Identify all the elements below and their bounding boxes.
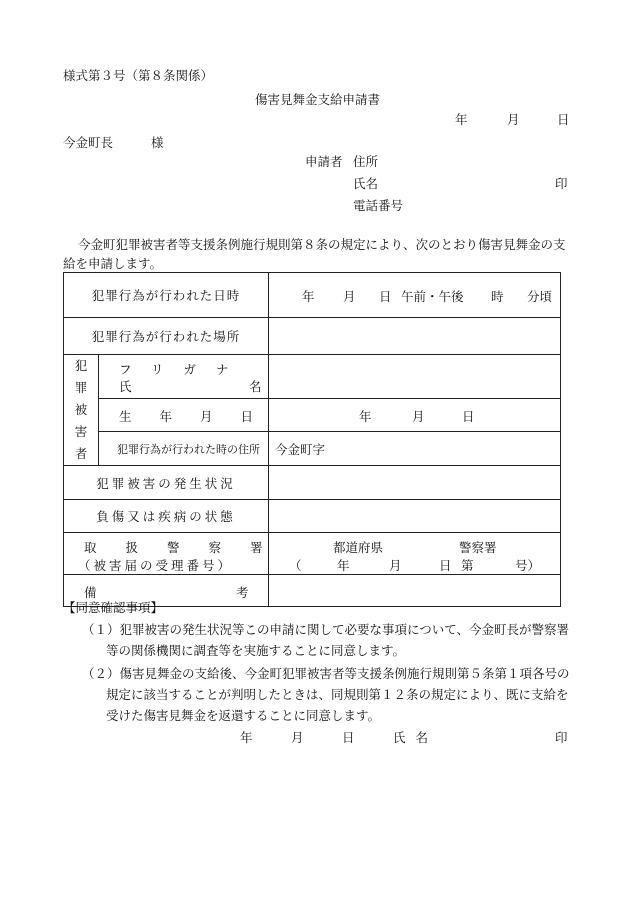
police-month: 月 <box>389 557 402 573</box>
address-at-time-label <box>99 432 269 466</box>
consent-item-2-line-3: 受けた傷害見舞金を返還することに同意します。 <box>106 708 381 723</box>
crime-place-label: 犯罪行為が行われた場所 <box>64 318 269 355</box>
crime-datetime-value[interactable] <box>269 273 561 318</box>
date-month: 月 <box>507 112 520 127</box>
applicant-name-label: 氏名 <box>353 176 379 191</box>
row-crime-datetime <box>64 273 561 318</box>
sign-seal: 印 <box>555 730 568 745</box>
crime-day: 日 <box>379 289 392 304</box>
injury-label: 負傷又は疾病の状態 <box>64 500 269 533</box>
police-year: 年 <box>337 557 350 573</box>
police-value[interactable] <box>269 533 561 575</box>
applicant-address-label: 住所 <box>353 154 379 169</box>
remarks-label-last: 考 <box>236 584 249 600</box>
row-victim-name <box>64 355 561 399</box>
address-at-time-label-text: 犯罪行為が行われた時の住所 <box>117 442 260 456</box>
row-occurrence <box>64 466 561 500</box>
row-victim-birth <box>64 398 561 432</box>
crime-datetime-label: 犯罪行為が行われた日時 <box>64 273 269 318</box>
sign-year: 年 <box>240 730 253 745</box>
birth-label <box>99 398 282 432</box>
crime-minute: 分頃 <box>527 289 553 304</box>
date-day: 日 <box>557 112 570 127</box>
police-label-1: 取扱警察署 <box>84 539 292 555</box>
police-label <box>64 533 292 575</box>
victim-char-1: 犯 <box>74 358 88 373</box>
applicant-label: 申請者 <box>305 154 343 169</box>
date-year: 年 <box>455 112 468 127</box>
birth-value[interactable] <box>269 398 561 432</box>
remarks-value[interactable] <box>269 575 561 607</box>
addressee-honorific: 様 <box>151 135 164 150</box>
crime-place-value[interactable] <box>269 318 561 355</box>
name-label-first: 氏 <box>119 379 132 395</box>
birth-year: 年 <box>359 409 372 425</box>
police-station: 警察署 <box>459 539 497 555</box>
row-police <box>64 533 561 575</box>
crime-ampm: 午前・午後 <box>401 289 464 304</box>
police-label-2: （被害届の受理番号） <box>78 557 234 573</box>
occurrence-label: 犯罪被害の発生状況 <box>64 466 269 500</box>
applicant-phone-label: 電話番号 <box>353 198 404 213</box>
row-crime-place <box>64 318 561 355</box>
birth-month: 月 <box>412 409 425 425</box>
injury-value[interactable] <box>269 500 561 533</box>
sign-day: 日 <box>342 730 355 745</box>
address-at-time-prefix: 今金町字 <box>275 441 326 457</box>
victim-char-4: 害 <box>74 424 88 439</box>
victim-name-value[interactable] <box>269 355 561 399</box>
consent-heading: 【同意確認事項】 <box>63 600 164 615</box>
consent-item-2-line-1: （２）傷害見舞金の支給後、今金町犯罪被害者等支援条例施行規則第５条第１項各号の <box>82 666 570 681</box>
furigana-name-label <box>99 355 269 399</box>
address-at-time-value[interactable] <box>269 432 561 466</box>
victim-char-3: 被 <box>74 402 88 417</box>
remarks-label-first: 備 <box>84 584 97 600</box>
applicant-seal: 印 <box>555 176 568 191</box>
sign-month: 月 <box>291 730 304 745</box>
police-prefecture: 都道府県 <box>333 539 384 555</box>
police-paren-open: （ <box>289 557 302 573</box>
form-number: 様式第３号（第８条関係） <box>63 68 214 83</box>
intro-line-2: 給を申請します。 <box>63 256 163 271</box>
addressee-name: 今金町長 <box>63 135 114 150</box>
consent-item-1-line-2: 等の関係機関に調査等を実施することに同意します。 <box>106 643 406 658</box>
victim-char-5: 者 <box>74 446 88 461</box>
occurrence-value[interactable] <box>269 466 561 500</box>
row-victim-address <box>64 432 561 466</box>
name-label-last: 名 <box>249 379 262 395</box>
sign-name-label: 氏名 <box>393 730 439 745</box>
police-dai: 第 <box>461 557 474 573</box>
row-injury <box>64 500 561 533</box>
police-day: 日 <box>439 557 452 573</box>
consent-item-2-line-2: 規定に該当することが判明したときは、同規則第１２条の規定により、既に支給を <box>106 687 569 702</box>
application-table <box>63 272 561 607</box>
victim-group-label <box>64 355 99 466</box>
birth-label-text: 生年月日 <box>119 409 282 425</box>
crime-hour: 時 <box>491 289 504 304</box>
page-title: 傷害見舞金支給申請書 <box>255 92 381 107</box>
furigana-label: フリガナ <box>119 362 249 378</box>
birth-day: 日 <box>462 409 475 425</box>
police-go: 号） <box>515 557 541 573</box>
consent-item-1-line-1: （１）犯罪被害の発生状況等この申請に関して必要な事項について、今金町長が警察署 <box>82 622 570 637</box>
crime-month: 月 <box>343 289 356 304</box>
intro-line-1: 今金町犯罪被害者等支援条例施行規則第８条の規定により、次のとおり傷害見舞金の支 <box>78 237 566 252</box>
crime-year: 年 <box>302 289 315 304</box>
victim-char-2: 罪 <box>74 380 88 395</box>
